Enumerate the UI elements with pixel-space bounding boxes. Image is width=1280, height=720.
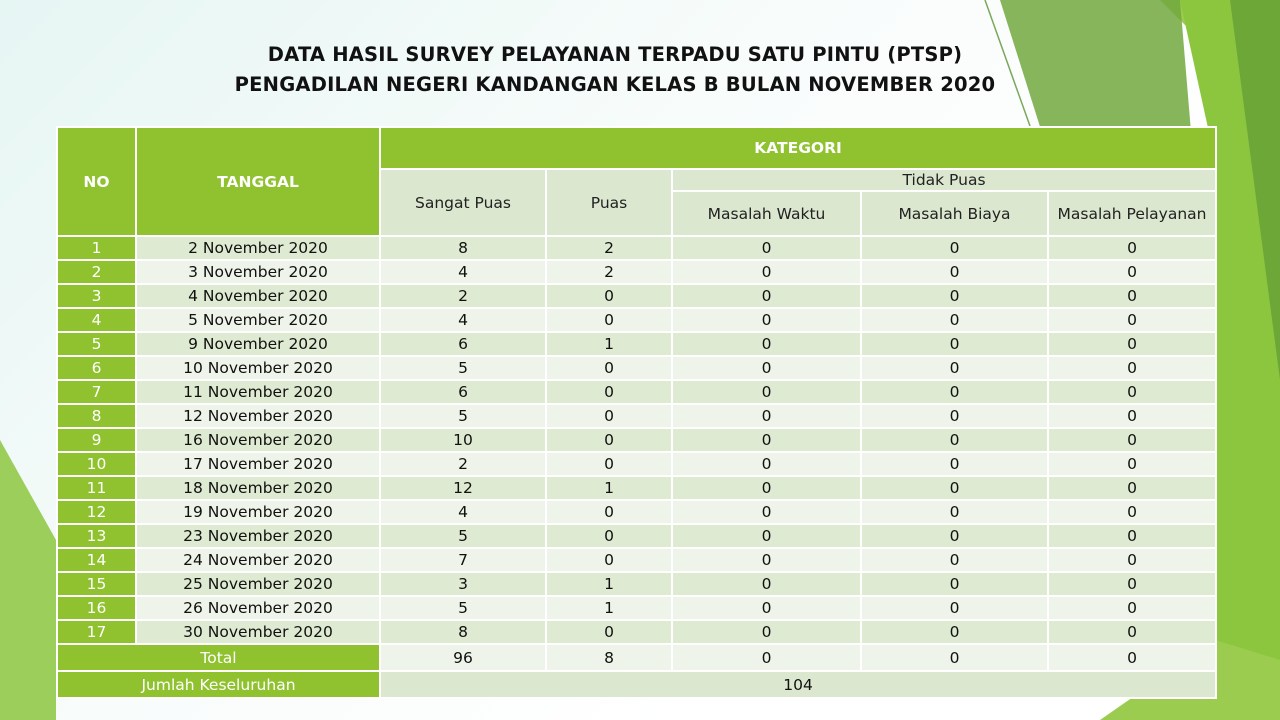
cell-sangat-puas: 8: [380, 620, 546, 644]
cell-masalah-pelayanan: 0: [1048, 428, 1216, 452]
cell-masalah-pelayanan: 0: [1048, 452, 1216, 476]
cell-masalah-biaya: 0: [861, 356, 1048, 380]
cell-masalah-waktu: 0: [672, 548, 861, 572]
cell-no: 2: [57, 260, 136, 284]
cell-tanggal: 30 November 2020: [136, 620, 380, 644]
cell-no: 6: [57, 356, 136, 380]
table-body: [57, 236, 1216, 698]
header-puas: Puas: [546, 169, 672, 236]
cell-sangat-puas: 3: [380, 572, 546, 596]
cell-masalah-biaya: 0: [861, 380, 1048, 404]
cell-puas: 1: [546, 476, 672, 500]
header-masalah-waktu: Masalah Waktu: [672, 191, 861, 236]
cell-masalah-pelayanan: 0: [1048, 620, 1216, 644]
cell-puas: 1: [546, 596, 672, 620]
cell-masalah-biaya: 0: [861, 260, 1048, 284]
cell-masalah-waktu: 0: [672, 452, 861, 476]
cell-masalah-pelayanan: 0: [1048, 404, 1216, 428]
cell-masalah-waktu: 0: [672, 428, 861, 452]
cell-masalah-biaya: 0: [861, 284, 1048, 308]
cell-masalah-biaya: 0: [861, 428, 1048, 452]
grand-total-label: Jumlah Keseluruhan: [57, 671, 380, 698]
cell-masalah-waktu: 0: [672, 500, 861, 524]
cell-puas: 0: [546, 308, 672, 332]
cell-masalah-pelayanan: 0: [1048, 356, 1216, 380]
header-no: NO: [57, 127, 136, 236]
cell-sangat-puas: 2: [380, 284, 546, 308]
title-line-2: PENGADILAN NEGERI KANDANGAN KELAS B BULAN NOVEMBER 2020: [234, 73, 996, 96]
cell-sangat-puas: 4: [380, 500, 546, 524]
cell-sangat-puas: 10: [380, 428, 546, 452]
deco-shape-left-bottom: [0, 440, 56, 720]
cell-no: 14: [57, 548, 136, 572]
cell-puas: 2: [546, 260, 672, 284]
cell-no: 8: [57, 404, 136, 428]
header-masalah-pelayanan: Masalah Pelayanan: [1048, 191, 1216, 236]
cell-masalah-pelayanan: 0: [1048, 548, 1216, 572]
cell-masalah-pelayanan: 0: [1048, 500, 1216, 524]
cell-no: 13: [57, 524, 136, 548]
cell-no: 17: [57, 620, 136, 644]
total-sangat-puas: 96: [380, 644, 546, 671]
cell-masalah-biaya: 0: [861, 596, 1048, 620]
cell-masalah-waktu: 0: [672, 524, 861, 548]
cell-masalah-waktu: 0: [672, 380, 861, 404]
table-row: [57, 596, 1216, 620]
cell-masalah-waktu: 0: [672, 284, 861, 308]
table-row: [57, 428, 1216, 452]
cell-tanggal: 25 November 2020: [136, 572, 380, 596]
cell-no: 5: [57, 332, 136, 356]
table-row: [57, 260, 1216, 284]
cell-sangat-puas: 6: [380, 332, 546, 356]
cell-puas: 0: [546, 380, 672, 404]
table-row: [57, 620, 1216, 644]
table-row: [57, 332, 1216, 356]
cell-masalah-waktu: 0: [672, 308, 861, 332]
cell-masalah-waktu: 0: [672, 572, 861, 596]
cell-puas: 0: [546, 620, 672, 644]
cell-no: 3: [57, 284, 136, 308]
table-row: [57, 356, 1216, 380]
cell-sangat-puas: 5: [380, 524, 546, 548]
table-row: [57, 380, 1216, 404]
cell-puas: 0: [546, 356, 672, 380]
table-row: [57, 524, 1216, 548]
cell-masalah-biaya: 0: [861, 620, 1048, 644]
cell-masalah-waktu: 0: [672, 356, 861, 380]
cell-sangat-puas: 7: [380, 548, 546, 572]
cell-tanggal: 9 November 2020: [136, 332, 380, 356]
grand-total-value: 104: [380, 671, 1216, 698]
cell-no: 4: [57, 308, 136, 332]
header-tanggal: TANGGAL: [136, 127, 380, 236]
cell-masalah-biaya: 0: [861, 308, 1048, 332]
total-masalah-pelayanan: 0: [1048, 644, 1216, 671]
cell-puas: 0: [546, 284, 672, 308]
cell-masalah-biaya: 0: [861, 548, 1048, 572]
cell-masalah-pelayanan: 0: [1048, 236, 1216, 260]
cell-no: 11: [57, 476, 136, 500]
cell-masalah-biaya: 0: [861, 452, 1048, 476]
cell-masalah-waktu: 0: [672, 476, 861, 500]
cell-sangat-puas: 4: [380, 260, 546, 284]
survey-table: [56, 126, 1217, 699]
total-row: [57, 644, 1216, 671]
header-masalah-biaya: Masalah Biaya: [861, 191, 1048, 236]
total-puas: 8: [546, 644, 672, 671]
table-row: [57, 500, 1216, 524]
cell-tanggal: 5 November 2020: [136, 308, 380, 332]
cell-masalah-pelayanan: 0: [1048, 524, 1216, 548]
cell-masalah-pelayanan: 0: [1048, 332, 1216, 356]
cell-puas: 0: [546, 524, 672, 548]
cell-masalah-biaya: 0: [861, 404, 1048, 428]
cell-no: 16: [57, 596, 136, 620]
cell-sangat-puas: 4: [380, 308, 546, 332]
total-masalah-waktu: 0: [672, 644, 861, 671]
cell-sangat-puas: 12: [380, 476, 546, 500]
cell-puas: 1: [546, 572, 672, 596]
table-row: [57, 404, 1216, 428]
cell-masalah-waktu: 0: [672, 236, 861, 260]
cell-tanggal: 19 November 2020: [136, 500, 380, 524]
cell-masalah-pelayanan: 0: [1048, 572, 1216, 596]
table-row: [57, 452, 1216, 476]
cell-masalah-pelayanan: 0: [1048, 308, 1216, 332]
cell-sangat-puas: 5: [380, 404, 546, 428]
cell-puas: 1: [546, 332, 672, 356]
cell-puas: 2: [546, 236, 672, 260]
header-sangat-puas: Sangat Puas: [380, 169, 546, 236]
cell-masalah-waktu: 0: [672, 260, 861, 284]
cell-tanggal: 17 November 2020: [136, 452, 380, 476]
cell-puas: 0: [546, 452, 672, 476]
cell-tanggal: 12 November 2020: [136, 404, 380, 428]
table-row: [57, 308, 1216, 332]
cell-masalah-waktu: 0: [672, 404, 861, 428]
cell-puas: 0: [546, 548, 672, 572]
cell-masalah-pelayanan: 0: [1048, 596, 1216, 620]
page-title: [200, 40, 1030, 100]
cell-sangat-puas: 5: [380, 596, 546, 620]
cell-masalah-pelayanan: 0: [1048, 380, 1216, 404]
header-tidak-puas: Tidak Puas: [672, 169, 1216, 191]
cell-puas: 0: [546, 428, 672, 452]
total-masalah-biaya: 0: [861, 644, 1048, 671]
cell-tanggal: 4 November 2020: [136, 284, 380, 308]
cell-masalah-biaya: 0: [861, 524, 1048, 548]
total-label: Total: [57, 644, 380, 671]
cell-masalah-waktu: 0: [672, 332, 861, 356]
table-row: [57, 284, 1216, 308]
cell-no: 12: [57, 500, 136, 524]
cell-tanggal: 24 November 2020: [136, 548, 380, 572]
table-row: [57, 476, 1216, 500]
cell-masalah-biaya: 0: [861, 500, 1048, 524]
cell-no: 15: [57, 572, 136, 596]
cell-masalah-biaya: 0: [861, 572, 1048, 596]
cell-masalah-pelayanan: 0: [1048, 476, 1216, 500]
cell-tanggal: 26 November 2020: [136, 596, 380, 620]
cell-no: 9: [57, 428, 136, 452]
cell-masalah-waktu: 0: [672, 620, 861, 644]
cell-puas: 0: [546, 404, 672, 428]
cell-sangat-puas: 8: [380, 236, 546, 260]
cell-tanggal: 2 November 2020: [136, 236, 380, 260]
cell-tanggal: 23 November 2020: [136, 524, 380, 548]
cell-puas: 0: [546, 500, 672, 524]
cell-sangat-puas: 6: [380, 380, 546, 404]
cell-masalah-pelayanan: 0: [1048, 260, 1216, 284]
cell-masalah-biaya: 0: [861, 332, 1048, 356]
cell-tanggal: 18 November 2020: [136, 476, 380, 500]
cell-masalah-biaya: 0: [861, 476, 1048, 500]
title-line-1: DATA HASIL SURVEY PELAYANAN TERPADU SATU PINTU (PTSP): [267, 43, 963, 66]
cell-sangat-puas: 2: [380, 452, 546, 476]
table-row: [57, 548, 1216, 572]
cell-tanggal: 3 November 2020: [136, 260, 380, 284]
cell-masalah-pelayanan: 0: [1048, 284, 1216, 308]
grand-total-row: [57, 671, 1216, 698]
header-kategori: KATEGORI: [380, 127, 1216, 169]
cell-sangat-puas: 5: [380, 356, 546, 380]
table-row: [57, 236, 1216, 260]
cell-no: 10: [57, 452, 136, 476]
cell-tanggal: 16 November 2020: [136, 428, 380, 452]
cell-no: 7: [57, 380, 136, 404]
cell-masalah-waktu: 0: [672, 596, 861, 620]
table-row: [57, 572, 1216, 596]
cell-tanggal: 10 November 2020: [136, 356, 380, 380]
cell-no: 1: [57, 236, 136, 260]
cell-tanggal: 11 November 2020: [136, 380, 380, 404]
cell-masalah-biaya: 0: [861, 236, 1048, 260]
